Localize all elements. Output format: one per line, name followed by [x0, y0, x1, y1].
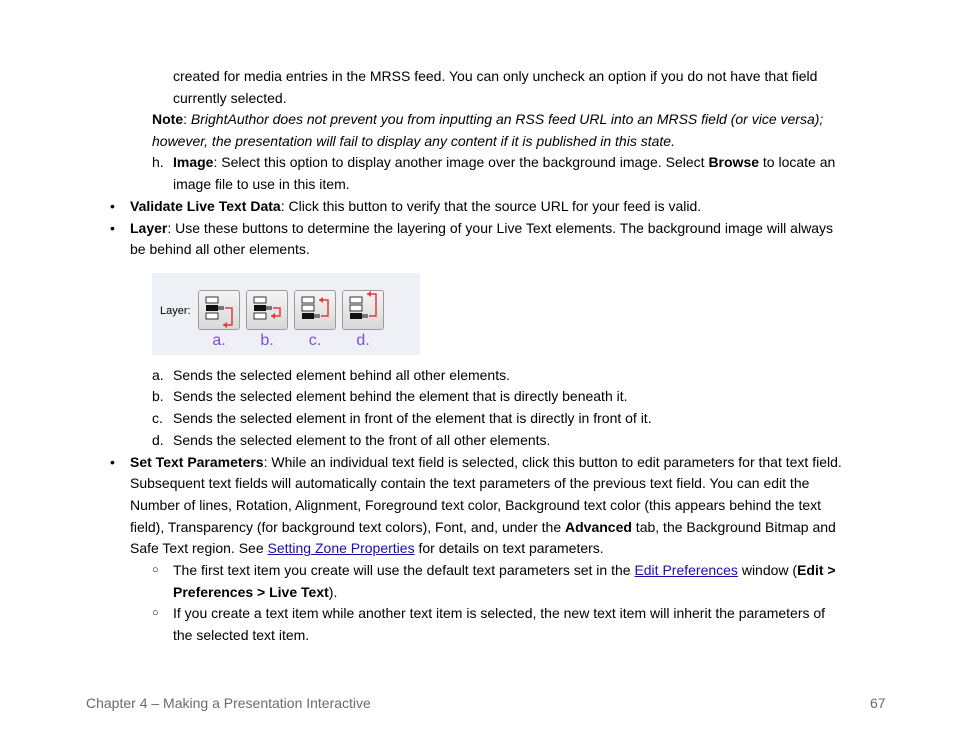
list-item-image-cont: image file to use in this item.	[173, 176, 350, 192]
note-label: Note	[152, 111, 184, 127]
list-item-image: Image: Select this option to display another image over the background image. Select Browse to locate an	[173, 154, 836, 170]
list-marker: b.	[152, 388, 164, 404]
list-item: Sends the selected element in front of the element that is directly in front of it.	[173, 410, 652, 426]
layer-letter-b: b.	[260, 332, 274, 349]
send-to-back-icon	[199, 291, 241, 331]
list-item: Sends the selected element behind all other elements.	[173, 367, 510, 383]
paragraph-line: field), Transparency (for background text colors), Font, and, under the Advanced tab, the Background Bitmap and	[130, 519, 836, 535]
bullet-icon: •	[110, 454, 115, 470]
list-marker: a.	[152, 367, 164, 383]
note-line	[152, 131, 675, 151]
bullet-layer-cont: be behind all other elements.	[130, 241, 310, 257]
bring-to-front-button[interactable]	[342, 290, 384, 330]
list-marker: h.	[152, 154, 164, 170]
paragraph-line: Subsequent text fields will automatically contain the text parameters of the previous text field. You can edit the	[130, 475, 810, 491]
send-backward-icon	[247, 291, 289, 331]
bullet-layer: Layer: Use these buttons to determine the layering of your Live Text elements. The background image will always	[130, 220, 833, 236]
bullet-validate: Validate Live Text Data: Click this button to verify that the source URL for your feed is valid.	[130, 198, 702, 214]
bullet-set-text: Set Text Parameters: While an individual text field is selected, click this button to edit parameters for that text field.	[130, 454, 842, 470]
layer-letter-d: d.	[356, 332, 370, 349]
layer-letter-c: c.	[308, 332, 322, 349]
note-line: Note: BrightAuthor does not prevent you from inputting an RSS feed URL into an MRSS field (or vice versa);	[152, 111, 824, 127]
footer-chapter: Chapter 4 – Making a Presentation Interactive	[86, 695, 371, 711]
sub-bullet-1-cont: Preferences > Live Text).	[173, 584, 338, 600]
list-item: Sends the selected element behind the element that is directly beneath it.	[173, 388, 628, 404]
layer-letter-a: a.	[212, 332, 226, 349]
paragraph-line: Safe Text region. See Setting Zone Properties for details on text parameters.	[130, 540, 604, 556]
bring-forward-button[interactable]	[294, 290, 336, 330]
layer-buttons-figure	[152, 273, 420, 355]
note-text: however, the presentation will fail to display any content if it is published in this state.	[152, 133, 675, 149]
send-backward-button[interactable]	[246, 290, 288, 330]
sub-bullet-2-cont: the selected text item.	[173, 627, 310, 643]
list-marker: c.	[152, 410, 163, 426]
setting-zone-properties-link[interactable]: Setting Zone Properties	[267, 540, 415, 556]
send-to-back-button[interactable]	[198, 290, 240, 330]
sub-bullet-1: The first text item you create will use the default text parameters set in the Edit Preferences window (Edit >	[173, 562, 836, 578]
bring-to-front-icon	[343, 291, 385, 331]
note-text: BrightAuthor does not prevent you from inputting an RSS feed URL into an MRSS field (or vice versa);	[190, 111, 824, 127]
paragraph-line: Number of lines, Rotation, Alignment, Foreground text color, Background text color (this appears behind the text	[130, 497, 822, 513]
bullet-icon: •	[110, 220, 115, 236]
circle-bullet-icon: ○	[152, 607, 159, 619]
list-item: Sends the selected element to the front of all other elements.	[173, 432, 551, 448]
paragraph-line: currently selected.	[173, 90, 287, 106]
layer-label: Layer:	[160, 305, 191, 317]
list-marker: d.	[152, 432, 164, 448]
sub-bullet-2: If you create a text item while another text item is selected, the new text item will inherit the parameters of	[173, 605, 826, 621]
circle-bullet-icon: ○	[152, 564, 159, 576]
paragraph-line: created for media entries in the MRSS feed. You can only uncheck an option if you do not have that field	[173, 68, 818, 84]
page-number: 67	[870, 695, 886, 711]
edit-preferences-link[interactable]: Edit Preferences	[634, 562, 738, 578]
bullet-icon: •	[110, 198, 115, 214]
bring-forward-icon	[295, 291, 337, 331]
